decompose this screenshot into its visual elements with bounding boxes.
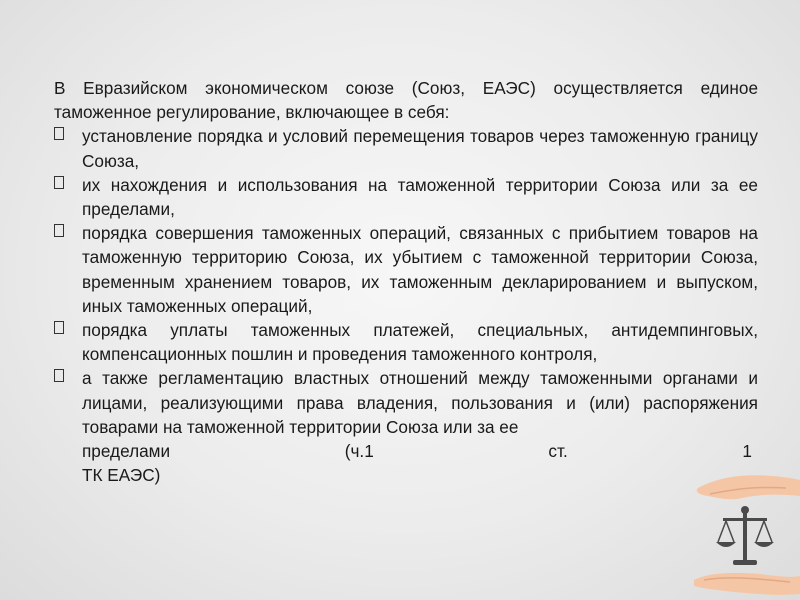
list-item-text: а также регламентацию властных отношений между таможенными органами и лицами, реализующими права владения, пользования и (или) распоряжения товарами на таможенной территории Союза или за ее — [82, 368, 758, 437]
reference-code: ТК ЕАЭС) — [82, 465, 161, 486]
bottom-hand-icon — [694, 573, 800, 595]
list-item-text: порядка уплаты таможенных платежей, специальных, антидемпинговых, компенсационных пошлин и проведения таможенного контроля, — [82, 320, 758, 365]
hands-scales-icon — [690, 468, 800, 600]
bullet-box-icon — [54, 176, 64, 189]
bullet-box-icon — [54, 321, 64, 334]
legal-reference — [82, 439, 752, 463]
list-item — [54, 366, 758, 487]
list-item-text: их нахождения и использования на таможенной территории Союза или за ее пределами, — [82, 174, 758, 220]
scales-icon — [716, 506, 774, 565]
bullet-list — [54, 124, 758, 487]
reference-word: пределами — [82, 441, 171, 462]
list-item-text: установление порядка и условий перемещения товаров через таможенную границу Союза, — [82, 126, 758, 171]
list-item — [54, 318, 758, 366]
reference-part: ст. — [548, 441, 568, 462]
bullet-box-icon — [54, 127, 64, 140]
list-item — [54, 173, 758, 221]
reference-part: (ч.1 — [344, 441, 374, 462]
list-item — [54, 221, 758, 318]
slide-text — [54, 76, 758, 487]
intro-paragraph: В Евразийском экономическом союзе (Союз, ЕАЭС) осуществляется единое таможенное регулирование, включающее в себя: — [54, 78, 758, 123]
list-item — [54, 124, 758, 172]
list-item-text: порядка совершения таможенных операций, связанных с прибытием товаров на таможенную территорию Союза, их убытием с таможенной территории Союза, временным хранением товаров, их таможенным декларированием и выпуском, иных таможенных операций, — [82, 223, 758, 316]
reference-part: 1 — [742, 441, 752, 462]
bullet-box-icon — [54, 369, 64, 382]
bullet-box-icon — [54, 224, 64, 237]
